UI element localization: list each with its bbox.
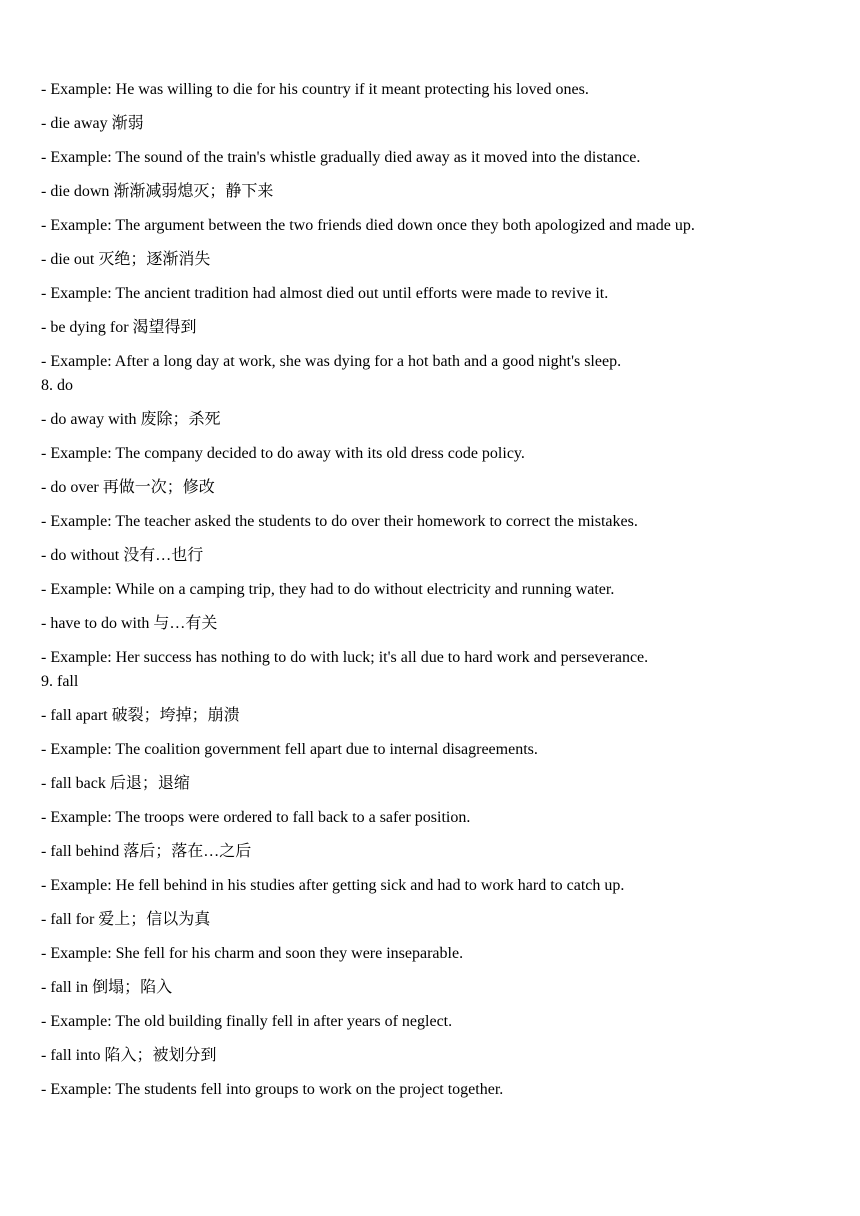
example-line: - Example: She fell for his charm and soon they were inseparable.: [41, 945, 464, 962]
phrase-line: - die away 渐弱: [41, 115, 144, 132]
phrase-line: - fall in 倒塌；陷入: [41, 979, 173, 996]
phrase-line: - die down 渐渐减弱熄灭；静下来: [41, 183, 274, 200]
example-line: - Example: The old building finally fell in after years of neglect.: [41, 1013, 453, 1030]
section-heading: 8. do: [41, 377, 73, 394]
example-line: - Example: He fell behind in his studies after getting sick and had to work hard to catch up.: [41, 877, 625, 894]
example-line: - Example: Her success has nothing to do with luck; it's all due to hard work and perseverance.: [41, 649, 649, 666]
example-line: - Example: The teacher asked the students to do over their homework to correct the mistakes.: [41, 513, 638, 530]
example-line: - Example: The students fell into groups to work on the project together.: [41, 1081, 504, 1098]
example-line: - Example: The troops were ordered to fall back to a safer position.: [41, 809, 471, 826]
phrase-line: - die out 灭绝；逐渐消失: [41, 251, 211, 268]
phrase-line: - do without 没有…也行: [41, 547, 204, 564]
phrase-line: - have to do with 与…有关: [41, 615, 218, 632]
phrase-line: - do away with 废除；杀死: [41, 411, 221, 428]
phrase-line: - fall behind 落后；落在…之后: [41, 843, 252, 860]
phrase-line: - be dying for 渴望得到: [41, 319, 197, 336]
phrase-line: - do over 再做一次；修改: [41, 479, 215, 496]
example-line: - Example: The argument between the two friends died down once they both apologized and made up.: [41, 217, 695, 234]
example-line: - Example: The company decided to do away with its old dress code policy.: [41, 445, 525, 462]
phrase-line: - fall into 陷入；被划分到: [41, 1047, 217, 1064]
example-line: - Example: He was willing to die for his country if it meant protecting his loved ones.: [41, 81, 589, 98]
example-line: - Example: The coalition government fell apart due to internal disagreements.: [41, 741, 538, 758]
document-page: [41, 78, 831, 1102]
example-line: - Example: The sound of the train's whistle gradually died away as it moved into the distance.: [41, 149, 641, 166]
phrase-line: - fall apart 破裂；垮掉；崩溃: [41, 707, 240, 724]
example-line: - Example: While on a camping trip, they had to do without electricity and running water.: [41, 581, 615, 598]
example-line: - Example: After a long day at work, she was dying for a hot bath and a good night's sleep.: [41, 353, 622, 370]
example-line: - Example: The ancient tradition had almost died out until efforts were made to revive it.: [41, 285, 609, 302]
phrase-line: - fall for 爱上；信以为真: [41, 911, 211, 928]
phrase-line: - fall back 后退；退缩: [41, 775, 190, 792]
section-heading: 9. fall: [41, 673, 79, 690]
